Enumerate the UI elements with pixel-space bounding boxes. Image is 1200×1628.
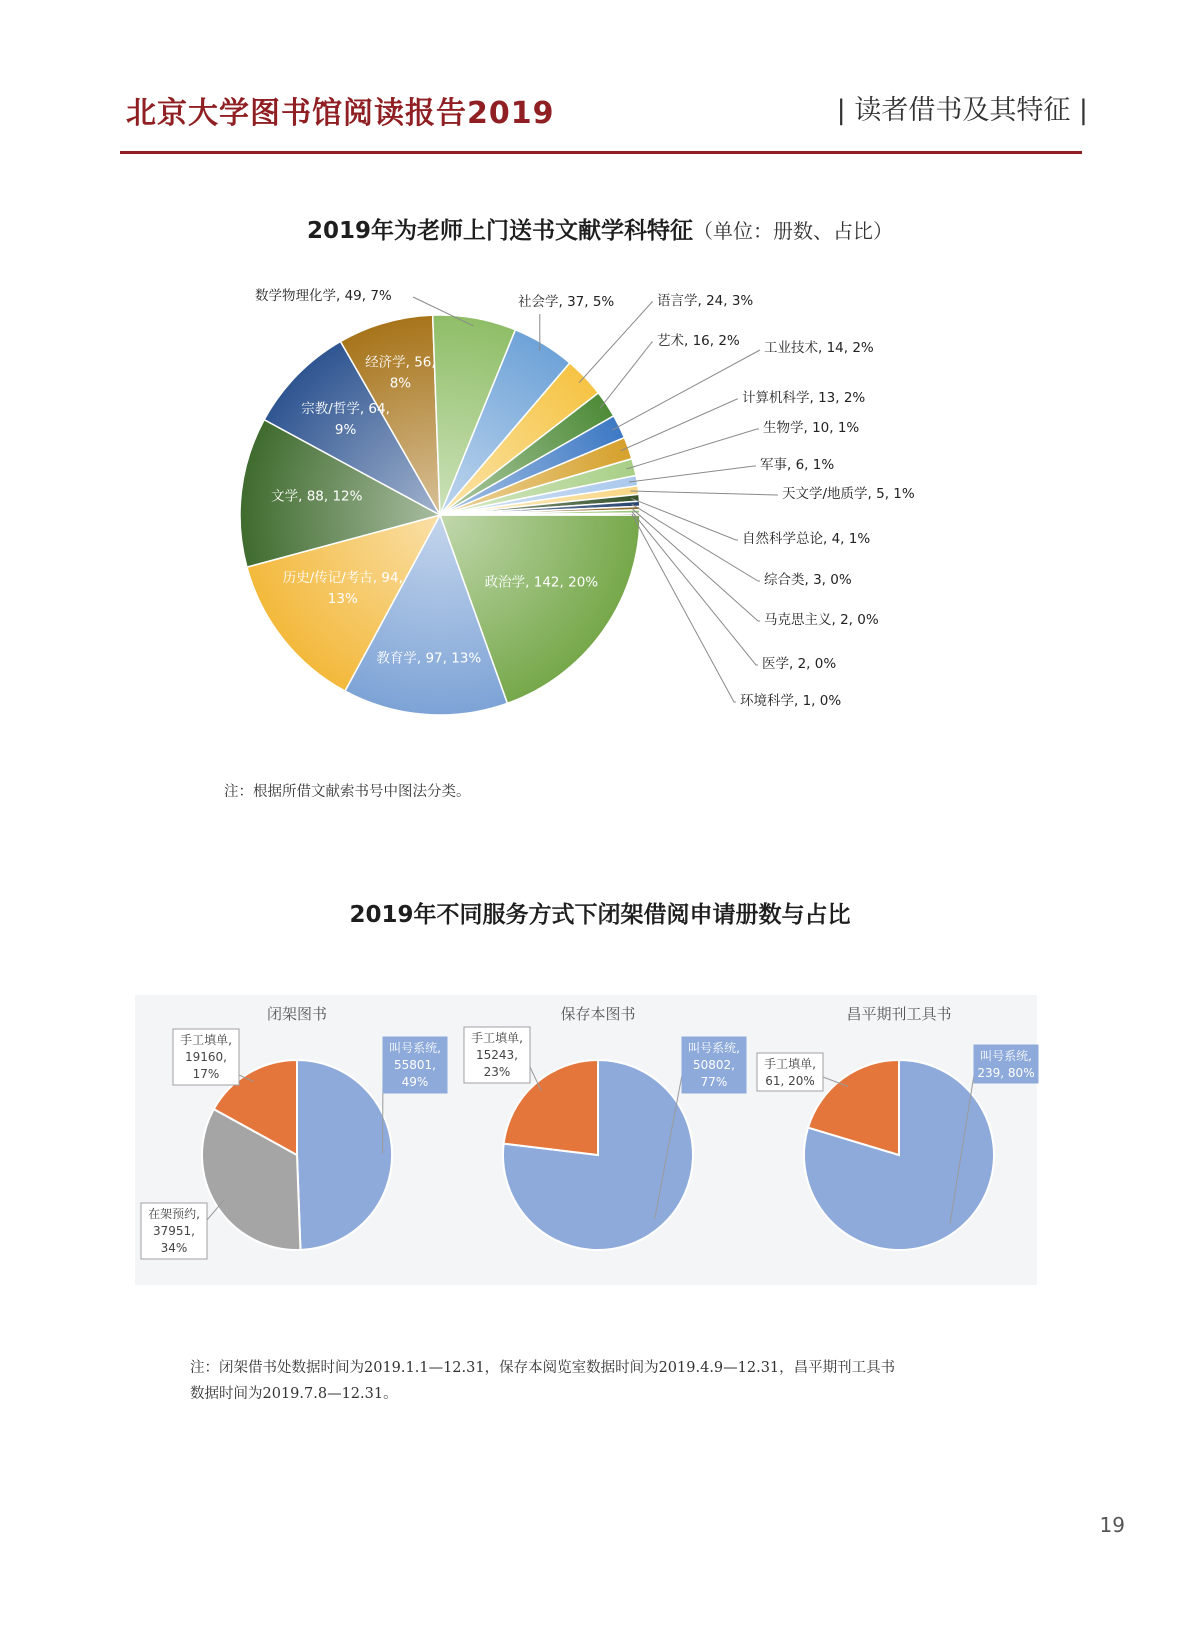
section-title: | 读者借书及其特征 | — [836, 95, 1088, 126]
chart2-note-line2: 数据时间为2019.7.8—12.31。 — [190, 1386, 398, 1402]
leader-line-10 — [612, 350, 760, 430]
leader-line-8 — [579, 302, 653, 383]
pie-label-4: 宗教/哲学, 64, 9% — [301, 400, 390, 438]
chart2-note-line1: 注：闭架借书处数据时间为2019.1.1—12.31，保存本阅览室数据时间为2019.4.9—12.31，昌平期刊工具书 — [190, 1360, 896, 1376]
pie-label-1: 教育学, 97, 13% — [376, 650, 482, 667]
pie-label-7: 社会学, 37, 5% — [518, 294, 615, 310]
small-pie-3-label-0: 叫号系统, 239, 80% — [977, 1049, 1035, 1080]
chart1-note: 注：根据所借文献索书号中图法分类。 — [224, 784, 471, 800]
pie-label-11: 计算机科学, 13, 2% — [742, 390, 866, 406]
small-pie-title-2: 保存本图书 — [560, 1005, 636, 1023]
leader-line-11 — [621, 399, 738, 451]
pie-label-2: 历史/传记/考古, 94, 13% — [282, 570, 403, 607]
chart1-title — [0, 212, 1200, 245]
pie-label-0: 政治学, 142, 20% — [484, 574, 599, 591]
pie-label-16: 综合类, 3, 0% — [764, 572, 852, 588]
small-pie-1-label-1: 在架预约, 37951, 34% — [148, 1207, 200, 1255]
pie-label-15: 自然科学总论, 4, 1% — [742, 531, 871, 547]
small-pie-title-3: 昌平期刊工具书 — [846, 1005, 952, 1023]
leader-line-12 — [626, 429, 759, 469]
pie-label-19: 环境科学, 1, 0% — [740, 693, 842, 709]
leader-line-9 — [600, 342, 653, 409]
pie-label-8: 语言学, 24, 3% — [657, 293, 754, 309]
chart1-unit: （单位：册数、占比） — [693, 219, 893, 243]
small-pie-title-1: 闭架图书 — [266, 1005, 328, 1023]
chart2-note — [190, 1355, 895, 1407]
closed-stack-pies — [0, 995, 1200, 1295]
pie-label-5: 经济学, 56, 8% — [365, 354, 436, 392]
leader-line-18 — [632, 512, 758, 665]
report-title: 北京大学图书馆阅读报告2019 — [126, 96, 555, 131]
small-pie-2-label-1: 手工填单, 15243, 23% — [471, 1031, 523, 1079]
pie-label-14: 天文学/地质学, 5, 1% — [782, 486, 915, 502]
leader-line-19 — [632, 514, 736, 702]
small-pie-1-label-0: 叫号系统, 55801, 49% — [389, 1041, 441, 1089]
leader-line-15 — [631, 498, 738, 540]
header-divider — [120, 151, 1082, 154]
page-number: 19 — [1099, 1513, 1125, 1537]
chart2-title: 2019年不同服务方式下闭架借阅申请册数与占比 — [349, 902, 851, 928]
leader-line-14 — [631, 491, 779, 495]
pie-label-18: 医学, 2, 0% — [762, 656, 837, 672]
subject-pie-chart — [0, 270, 1200, 750]
chart1-title-text: 2019年为老师上门送书文献学科特征 — [306, 218, 693, 244]
pie-label-12: 生物学, 10, 1% — [763, 420, 860, 436]
small-pie-2-label-0: 叫号系统, 50802, 77% — [688, 1041, 740, 1089]
small-pie-1-label-2: 手工填单, 19160, 17% — [180, 1033, 232, 1081]
pie-label-10: 工业技术, 14, 2% — [764, 340, 874, 356]
pie-label-13: 军事, 6, 1% — [760, 457, 835, 473]
pie-label-9: 艺术, 16, 2% — [657, 333, 740, 349]
pie-label-17: 马克思主义, 2, 0% — [764, 612, 879, 628]
pie-label-6: 数学物理化学, 49, 7% — [255, 288, 392, 304]
leader-line-17 — [632, 508, 760, 621]
leader-line-16 — [632, 504, 760, 581]
pie-label-3: 文学, 88, 12% — [271, 488, 363, 505]
small-pie-3-label-1: 手工填单, 61, 20% — [764, 1057, 816, 1088]
leader-line-13 — [629, 466, 756, 482]
